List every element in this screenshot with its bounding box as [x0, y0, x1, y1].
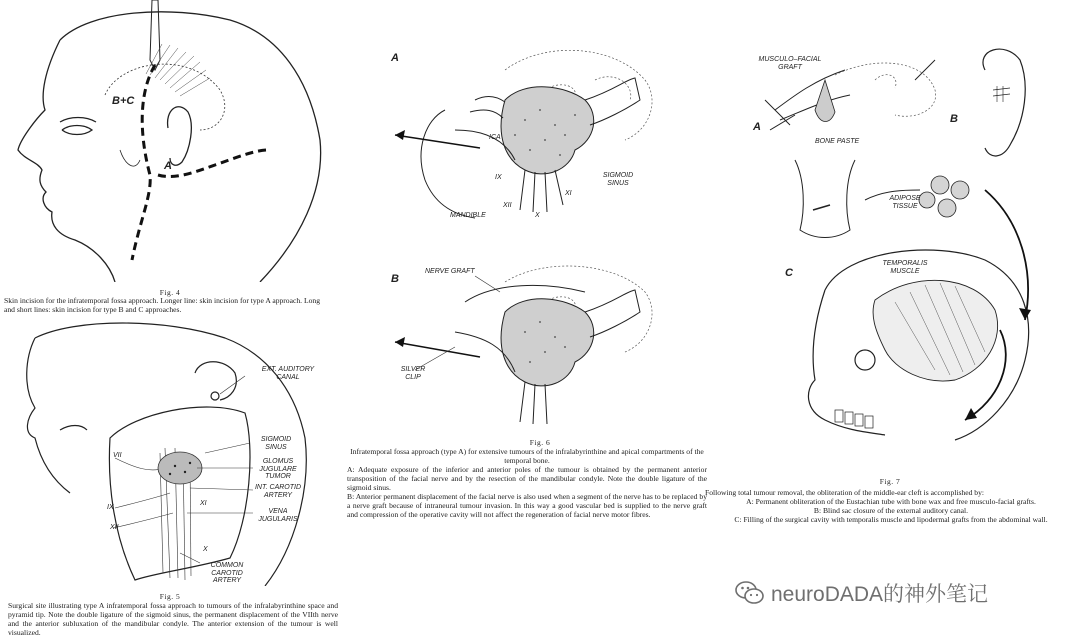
figure-6-panel-b: [385, 262, 685, 432]
fig5-label-ext-auditory-canal: EXT. AUDITORY CANAL: [261, 366, 315, 381]
fig7-label-c: C: [785, 267, 793, 279]
fig6b-letter: B: [391, 273, 399, 285]
fig7-caption: [705, 488, 1077, 524]
fig5-label-sigmoid-sinus: SIGMOID SINUS: [260, 436, 292, 451]
fig5-label-n12: XII: [110, 524, 119, 531]
wechat-icon: [735, 580, 765, 606]
fig6-caption-a: A: Adequate exposure of the inferior and anterior poles of the tumour is obtained by the permanent anterior transposition of the facial nerve and by the resection of the mandibular condyle. Note the double ligature of the sigmoid sinus.: [347, 465, 707, 492]
fig5-label-n7: VII: [113, 452, 122, 459]
fig7-label-temporalis: TEMPORALIS MUSCLE: [882, 260, 928, 275]
fig6a-label-n12: XII: [503, 202, 512, 209]
fig6a-label-n9: IX: [495, 174, 502, 181]
fig7-drawing: [735, 40, 1080, 470]
fig6a-drawing: [385, 40, 685, 230]
figure-4: [0, 0, 330, 282]
fig7-label-graft: MUSCULO–FACIAL GRAFT: [758, 56, 822, 71]
figure-5: [15, 318, 335, 586]
fig6-caption-b: B: Anterior permanent displacement of the facial nerve is also used when a segment of the nerve has to be replaced by a nerve graft because of intraneural tumour invasion. In this way a good vascular bed is supplied to the nerve graft and compression of the operative cavity will not affect the regeneration of facial nerve motor fibres.: [347, 492, 707, 519]
fig7-label-adipose: ADIPOSE TISSUE: [889, 195, 921, 210]
figure-6-panel-a: [385, 40, 685, 230]
watermark: [735, 576, 988, 610]
fig6-caption-intro: Infratemporal fossa approach (type A) for extensive tumours of the infralabyrinthine and apical compartments of the temporal bone.: [350, 447, 704, 465]
fig7-label-a: A: [753, 121, 761, 133]
fig6a-letter: A: [391, 52, 399, 64]
fig6-number: Fig. 6: [529, 438, 551, 447]
fig5-caption: Surgical site illustrating type A infratemporal fossa approach to tumours of the infralabyrinthine space and pyramid tip. Note the double ligature of the sigmoid sinus, the permanent displacement of the VIIth nerve and the anterior subluxation of the mandibular condyle. The anterior extension of the tumour is well visualized.: [8, 601, 338, 637]
fig7-caption-a: A: Permanent obliteration of the Eustachian tube with bone wax and free musculo-facial grafts.: [746, 497, 1036, 506]
fig6b-label-nerve-graft: NERVE GRAFT: [425, 268, 475, 275]
watermark-text: neuroDADA的神外笔记: [771, 583, 989, 606]
fig7-caption-intro: Following total tumour removal, the obliteration of the middle-ear cleft is accomplished by:: [705, 488, 984, 497]
fig7-caption-c: C: Filling of the surgical cavity with temporalis muscle and lipodermal grafts from the abdominal wall.: [734, 515, 1048, 524]
fig5-number: Fig. 5: [159, 592, 181, 601]
fig5-label-common-carotid: COMMON CAROTID ARTERY: [210, 562, 244, 584]
fig6a-label-mandible: MANDIBLE: [450, 212, 486, 219]
fig6a-label-n11: XI: [565, 190, 572, 197]
fig5-label-n9: IX: [107, 504, 114, 511]
fig6b-drawing: [385, 262, 685, 432]
fig5-label-n10: X: [203, 546, 208, 553]
fig6b-label-silver-clip: SILVER CLIP: [400, 366, 426, 381]
fig4-label-a: A: [164, 160, 172, 172]
figure-7: [735, 40, 1080, 470]
fig4-caption: Skin incision for the infratemporal fossa approach. Longer line: skin incision for type A approach. Long and short lines: skin incision for type B and C approaches.: [4, 296, 320, 314]
fig5-label-int-carotid: INT. CAROTID ARTERY: [254, 484, 302, 499]
fig7-label-bone-paste: BONE PASTE: [815, 138, 860, 145]
fig4-number: Fig. 4: [159, 288, 181, 297]
fig5-label-n11: XI: [200, 500, 207, 507]
fig7-number: Fig. 7: [879, 477, 901, 486]
fig5-label-vena-jugularis: VENA JUGULARIS: [258, 508, 298, 523]
fig7-caption-b: B: Blind sac closure of the external auditory canal.: [813, 506, 969, 515]
fig6-caption: [347, 447, 707, 519]
fig5-label-glomus-tumor: GLOMUS JUGULARE TUMOR: [259, 458, 297, 480]
fig6a-label-ica: ICA: [489, 134, 501, 141]
fig6a-label-sigmoid: SIGMOID SINUS: [602, 172, 634, 187]
fig7-label-b: B: [950, 113, 958, 125]
fig4-label-bc: B+C: [112, 95, 135, 107]
fig4-head-drawing: [0, 0, 330, 282]
fig6a-label-n10: X: [535, 212, 540, 219]
fig5-surgical-drawing: [15, 318, 335, 586]
